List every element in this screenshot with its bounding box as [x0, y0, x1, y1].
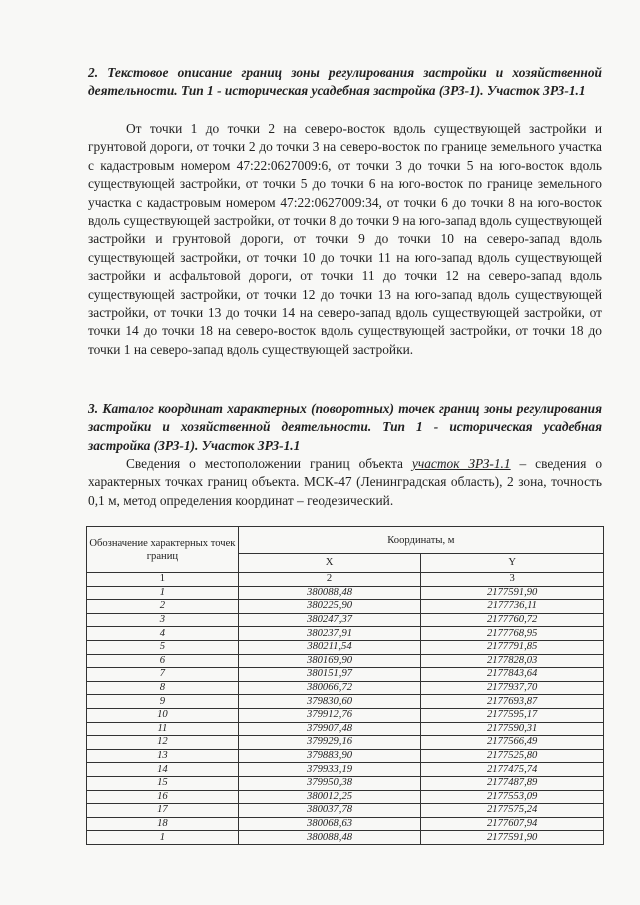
column-number-2: 2: [238, 573, 421, 587]
y-coordinate: 2177591,90: [421, 586, 604, 600]
y-coordinate: 2177607,94: [421, 817, 604, 831]
x-coordinate: 379933,19: [238, 763, 421, 777]
x-coordinate: 380066,72: [238, 681, 421, 695]
y-coordinate: 2177760,72: [421, 613, 604, 627]
point-number: 5: [87, 640, 239, 654]
header-x: X: [238, 554, 421, 573]
y-coordinate: 2177553,09: [421, 790, 604, 804]
point-number: 6: [87, 654, 239, 668]
point-number: 3: [87, 613, 239, 627]
y-coordinate: 2177693,87: [421, 695, 604, 709]
y-coordinate: 2177590,31: [421, 722, 604, 736]
x-coordinate: 380037,78: [238, 804, 421, 818]
table-row: [87, 640, 604, 654]
x-coordinate: 379830,60: [238, 695, 421, 709]
section-3-body-prefix: Сведения о местоположении границ объекта: [126, 456, 403, 471]
y-coordinate: 2177791,85: [421, 640, 604, 654]
point-number: 12: [87, 736, 239, 750]
point-number: 17: [87, 804, 239, 818]
section-2-heading: 2. Текстовое описание границ зоны регулирования застройки и хозяйственной деятельности. Тип 1 - историческая усадебная застройка (ЗРЗ-1). Участок ЗРЗ-1.1: [88, 65, 602, 99]
x-coordinate: 380225,90: [238, 600, 421, 614]
point-number: 11: [87, 722, 239, 736]
header-point-designation: Обозначение характерных точек границ: [87, 527, 239, 573]
y-coordinate: 2177475,74: [421, 763, 604, 777]
point-number: 10: [87, 708, 239, 722]
point-number: 13: [87, 749, 239, 763]
header-y: Y: [421, 554, 604, 573]
x-coordinate: 379950,38: [238, 776, 421, 790]
x-coordinate: 380012,25: [238, 790, 421, 804]
x-coordinate: 380088,48: [238, 831, 421, 845]
point-number: 1: [87, 586, 239, 600]
section-3-body: [88, 455, 602, 510]
x-coordinate: 379912,76: [238, 708, 421, 722]
point-number: 8: [87, 681, 239, 695]
y-coordinate: 2177575,24: [421, 804, 604, 818]
column-number-1: 1: [87, 573, 239, 587]
section-3-heading: 3. Каталог координат характерных (поворотных) точек границ зоны регулирования застройки и хозяйственной деятельности. Тип 1 - историческая усадебная застройка (ЗРЗ-1). Участок ЗРЗ-1.1: [88, 401, 602, 453]
coordinates-table: [86, 526, 604, 845]
table-row: [87, 681, 604, 695]
table-row: [87, 736, 604, 750]
table-row: [87, 749, 604, 763]
table-row: [87, 708, 604, 722]
table-row: [87, 668, 604, 682]
y-coordinate: 2177937,70: [421, 681, 604, 695]
y-coordinate: 2177487,89: [421, 776, 604, 790]
point-number: 2: [87, 600, 239, 614]
table-row: [87, 654, 604, 668]
y-coordinate: 2177828,03: [421, 654, 604, 668]
point-number: 15: [87, 776, 239, 790]
x-coordinate: 379907,48: [238, 722, 421, 736]
point-number: 18: [87, 817, 239, 831]
table-row: [87, 600, 604, 614]
x-coordinate: 380237,91: [238, 627, 421, 641]
y-coordinate: 2177595,17: [421, 708, 604, 722]
point-number: 14: [87, 763, 239, 777]
y-coordinate: 2177768,95: [421, 627, 604, 641]
x-coordinate: 380088,48: [238, 586, 421, 600]
point-number: 9: [87, 695, 239, 709]
point-number: 4: [87, 627, 239, 641]
x-coordinate: 380211,54: [238, 640, 421, 654]
object-name: участок ЗРЗ-1.1: [411, 456, 511, 471]
x-coordinate: 380151,97: [238, 668, 421, 682]
y-coordinate: 2177566,49: [421, 736, 604, 750]
table-row: [87, 586, 604, 600]
table-row: [87, 722, 604, 736]
header-coordinates: Координаты, м: [238, 527, 603, 554]
table-row: [87, 831, 604, 845]
y-coordinate: 2177525,80: [421, 749, 604, 763]
y-coordinate: 2177843,64: [421, 668, 604, 682]
table-row: [87, 627, 604, 641]
table-row: [87, 613, 604, 627]
point-number: 7: [87, 668, 239, 682]
x-coordinate: 379883,90: [238, 749, 421, 763]
table-row: [87, 763, 604, 777]
table-row: [87, 804, 604, 818]
section-3-body-suffix: – сведения о характерных точках границ объекта. МСК-47 (Ленинградская область), 2 зона, точность 0,1 м, метод определения координат – геодезический.: [88, 456, 603, 508]
point-number: 1: [87, 831, 239, 845]
x-coordinate: 380247,37: [238, 613, 421, 627]
table-row: [87, 817, 604, 831]
column-number-3: 3: [421, 573, 604, 587]
x-coordinate: 379929,16: [238, 736, 421, 750]
table-row: [87, 695, 604, 709]
y-coordinate: 2177736,11: [421, 600, 604, 614]
x-coordinate: 380169,90: [238, 654, 421, 668]
point-number: 16: [87, 790, 239, 804]
table-row: [87, 776, 604, 790]
x-coordinate: 380068,63: [238, 817, 421, 831]
table-row: [87, 790, 604, 804]
section-2-body: От точки 1 до точки 2 на северо-восток вдоль существующей застройки и грунтовой дороги, от точки 2 до точки 3 на северо-восток по границе земельного участка с кадастровым номером 47:22:0627009:6, от точки 3 до точки 5 на юго-восток вдоль существующей застройки, от точки 5 до точки 6 на юго-восток по границе земельного участка с кадастровым номером 47:22:0627009:34, от точки 6 до точки 8 на юго-восток вдоль существующей застройки, от точки 8 до точки 9 на юго-запад вдоль существующей застройки и грунтовой дороги, от точки 9 до точки 10 на северо-запад вдоль существующей застройки, от точки 10 до точки 11 на юго-запад вдоль существующей застройки и асфальтовой дороги, от точки 11 до точки 12 на северо-запад вдоль существующей застройки, от точки 12 до точки 13 на юго-запад вдоль существующей застройки, от точки 13 до точки 14 на северо-запад вдоль существующей застройки, от точки 14 до точки 18 на северо-восток вдоль существующей застройки, от точки 18 до точки 1 на северо-запад вдоль существующей застройки.: [88, 121, 602, 357]
y-coordinate: 2177591,90: [421, 831, 604, 845]
